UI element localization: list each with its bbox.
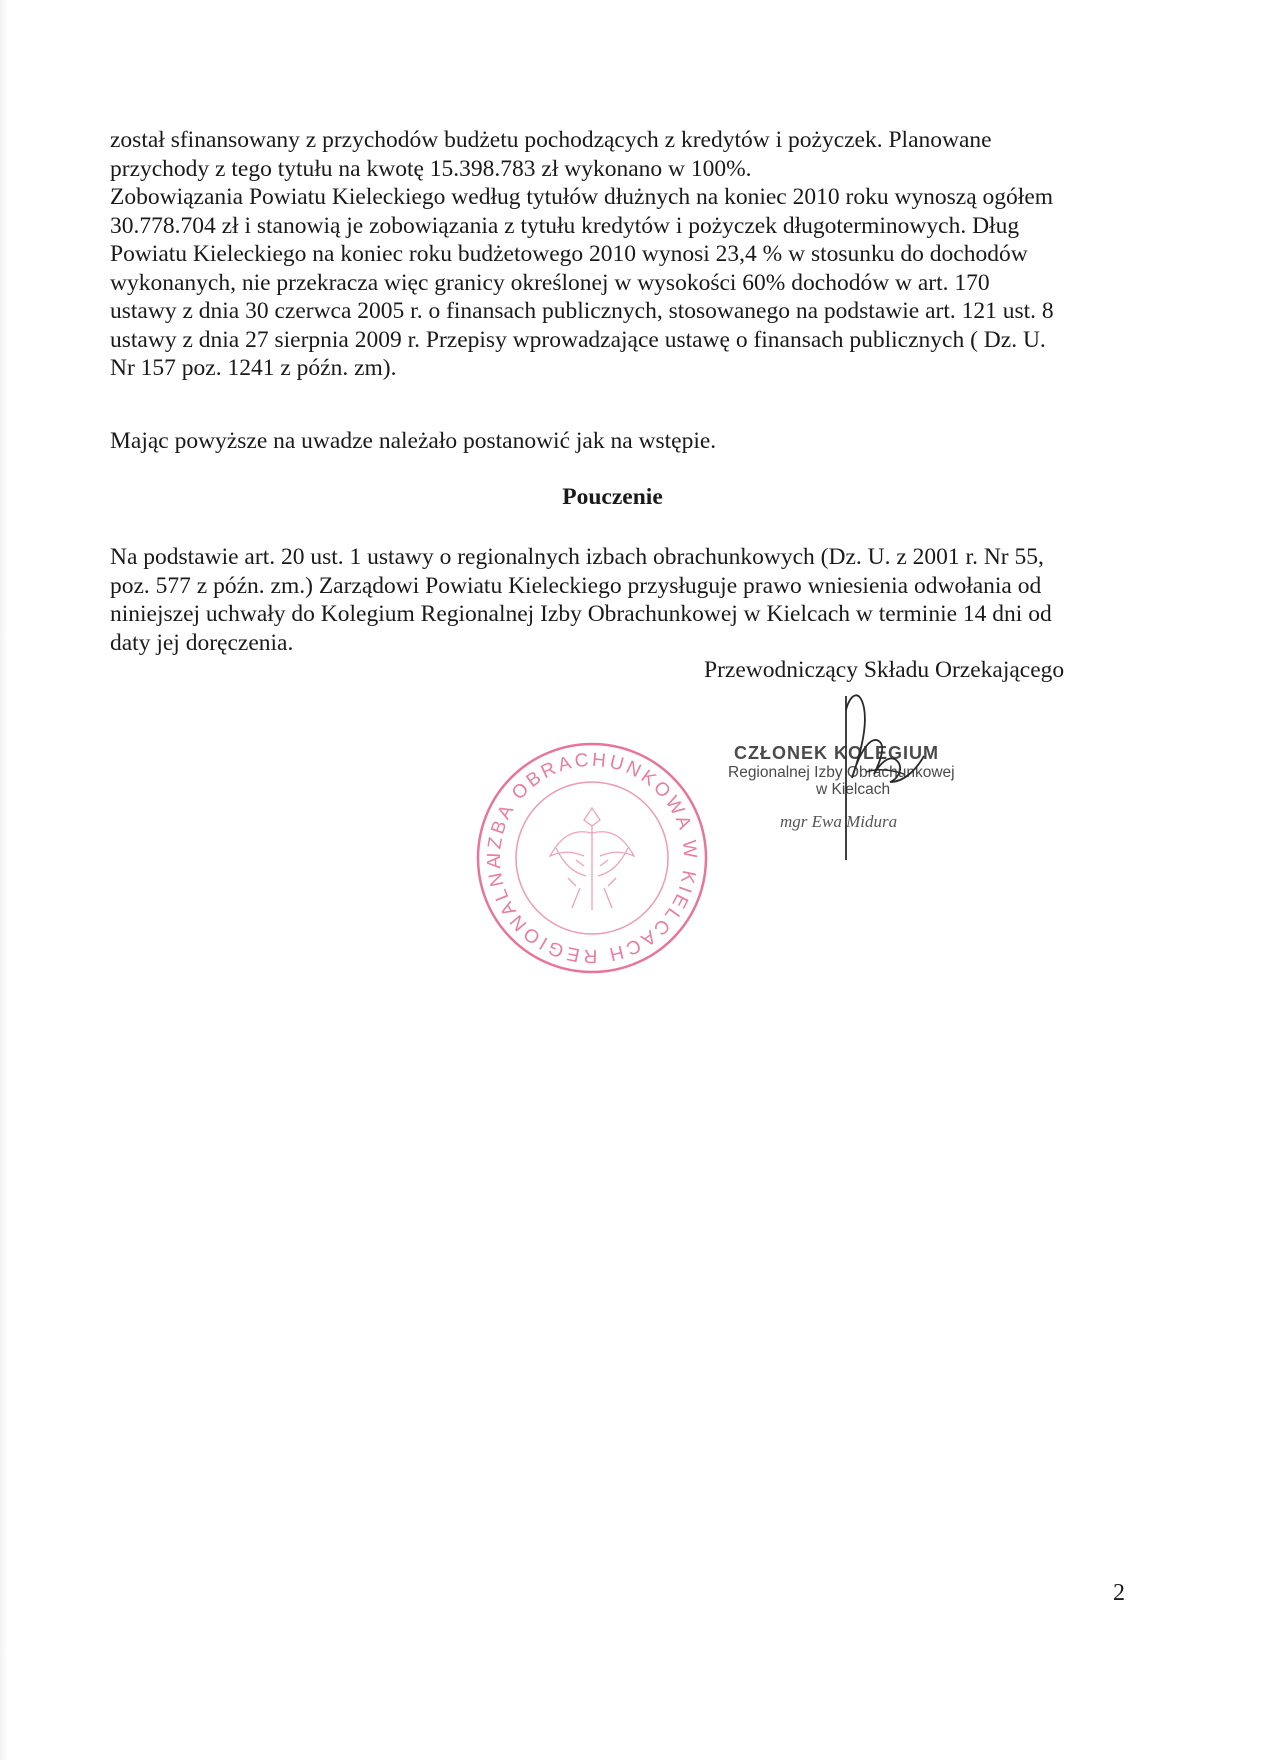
scan-edge	[0, 0, 8, 1760]
text-line: Zobowiązania Powiatu Kieleckiego według tytułów dłużnych na koniec 2010 roku wynoszą ogółem	[110, 184, 1054, 210]
paragraph-instruction	[110, 543, 1115, 657]
stamp-title: CZŁONEK KOLEGIUM	[734, 743, 939, 763]
text-line: daty jej doręczenia.	[110, 629, 294, 656]
text-line: Nr 157 poz. 1241 z późn. zm).	[110, 355, 397, 381]
page-number: 2	[1113, 1580, 1125, 1606]
text-line: poz. 577 z późn. zm.) Zarządowi Powiatu Kieleckiego przysługuje prawo wniesienia odwołania od	[110, 572, 1042, 599]
section-heading: Pouczenie	[562, 484, 663, 510]
text-line: ustawy z dnia 27 sierpnia 2009 r. Przepisy wprowadzające ustawę o finansach publicznych ( Dz. U.	[110, 326, 1046, 353]
signatory-title: Przewodniczący Składu Orzekającego	[704, 657, 1065, 683]
stamp-name: mgr Ewa Midura	[780, 812, 898, 831]
text-line: ustawy z dnia 30 czerwca 2005 r. o finansach publicznych, stosowanego na podstawie art. 121 ust. 8	[110, 298, 1054, 324]
text-line: przychody z tego tytułu na kwotę 15.398.783 zł wykonano w 100%.	[110, 155, 752, 182]
official-seal-icon	[472, 738, 712, 978]
stamp-city: w Kielcach	[816, 781, 891, 798]
handwritten-signature-icon	[800, 690, 1000, 870]
paragraph-debt-summary	[110, 126, 1115, 383]
seal-ring-text: IZBA OBRACHUNKOWA W KIELCACH REGIONALNA	[483, 749, 701, 967]
text-line: wykonanych, nie przekracza więc granicy określonej w wysokości 60% dochodów w art. 170	[110, 269, 990, 296]
stamp-institution: Regionalnej Izby Obrachunkowej	[728, 764, 955, 781]
text-line: Na podstawie art. 20 ust. 1 ustawy o regionalnych izbach obrachunkowych (Dz. U. z 2001 r. Nr 55,	[110, 544, 1044, 570]
text-line: został sfinansowany z przychodów budżetu pochodzących z kredytów i pożyczek. Planowane	[110, 127, 992, 153]
text-line: niniejszej uchwały do Kolegium Regionalnej Izby Obrachunkowej w Kielcach w terminie 14 dni od	[110, 601, 1052, 627]
text-line: 30.778.704 zł i stanowią je zobowiązania z tytułu kredytów i pożyczek długoterminowych. Dług	[110, 212, 1020, 239]
paragraph-conclusion: Mając powyższe na uwadze należało postanowić jak na wstępie.	[110, 428, 717, 454]
text-line: Powiatu Kieleckiego na koniec roku budżetowego 2010 wynosi 23,4 % w stosunku do dochodów	[110, 241, 1028, 267]
